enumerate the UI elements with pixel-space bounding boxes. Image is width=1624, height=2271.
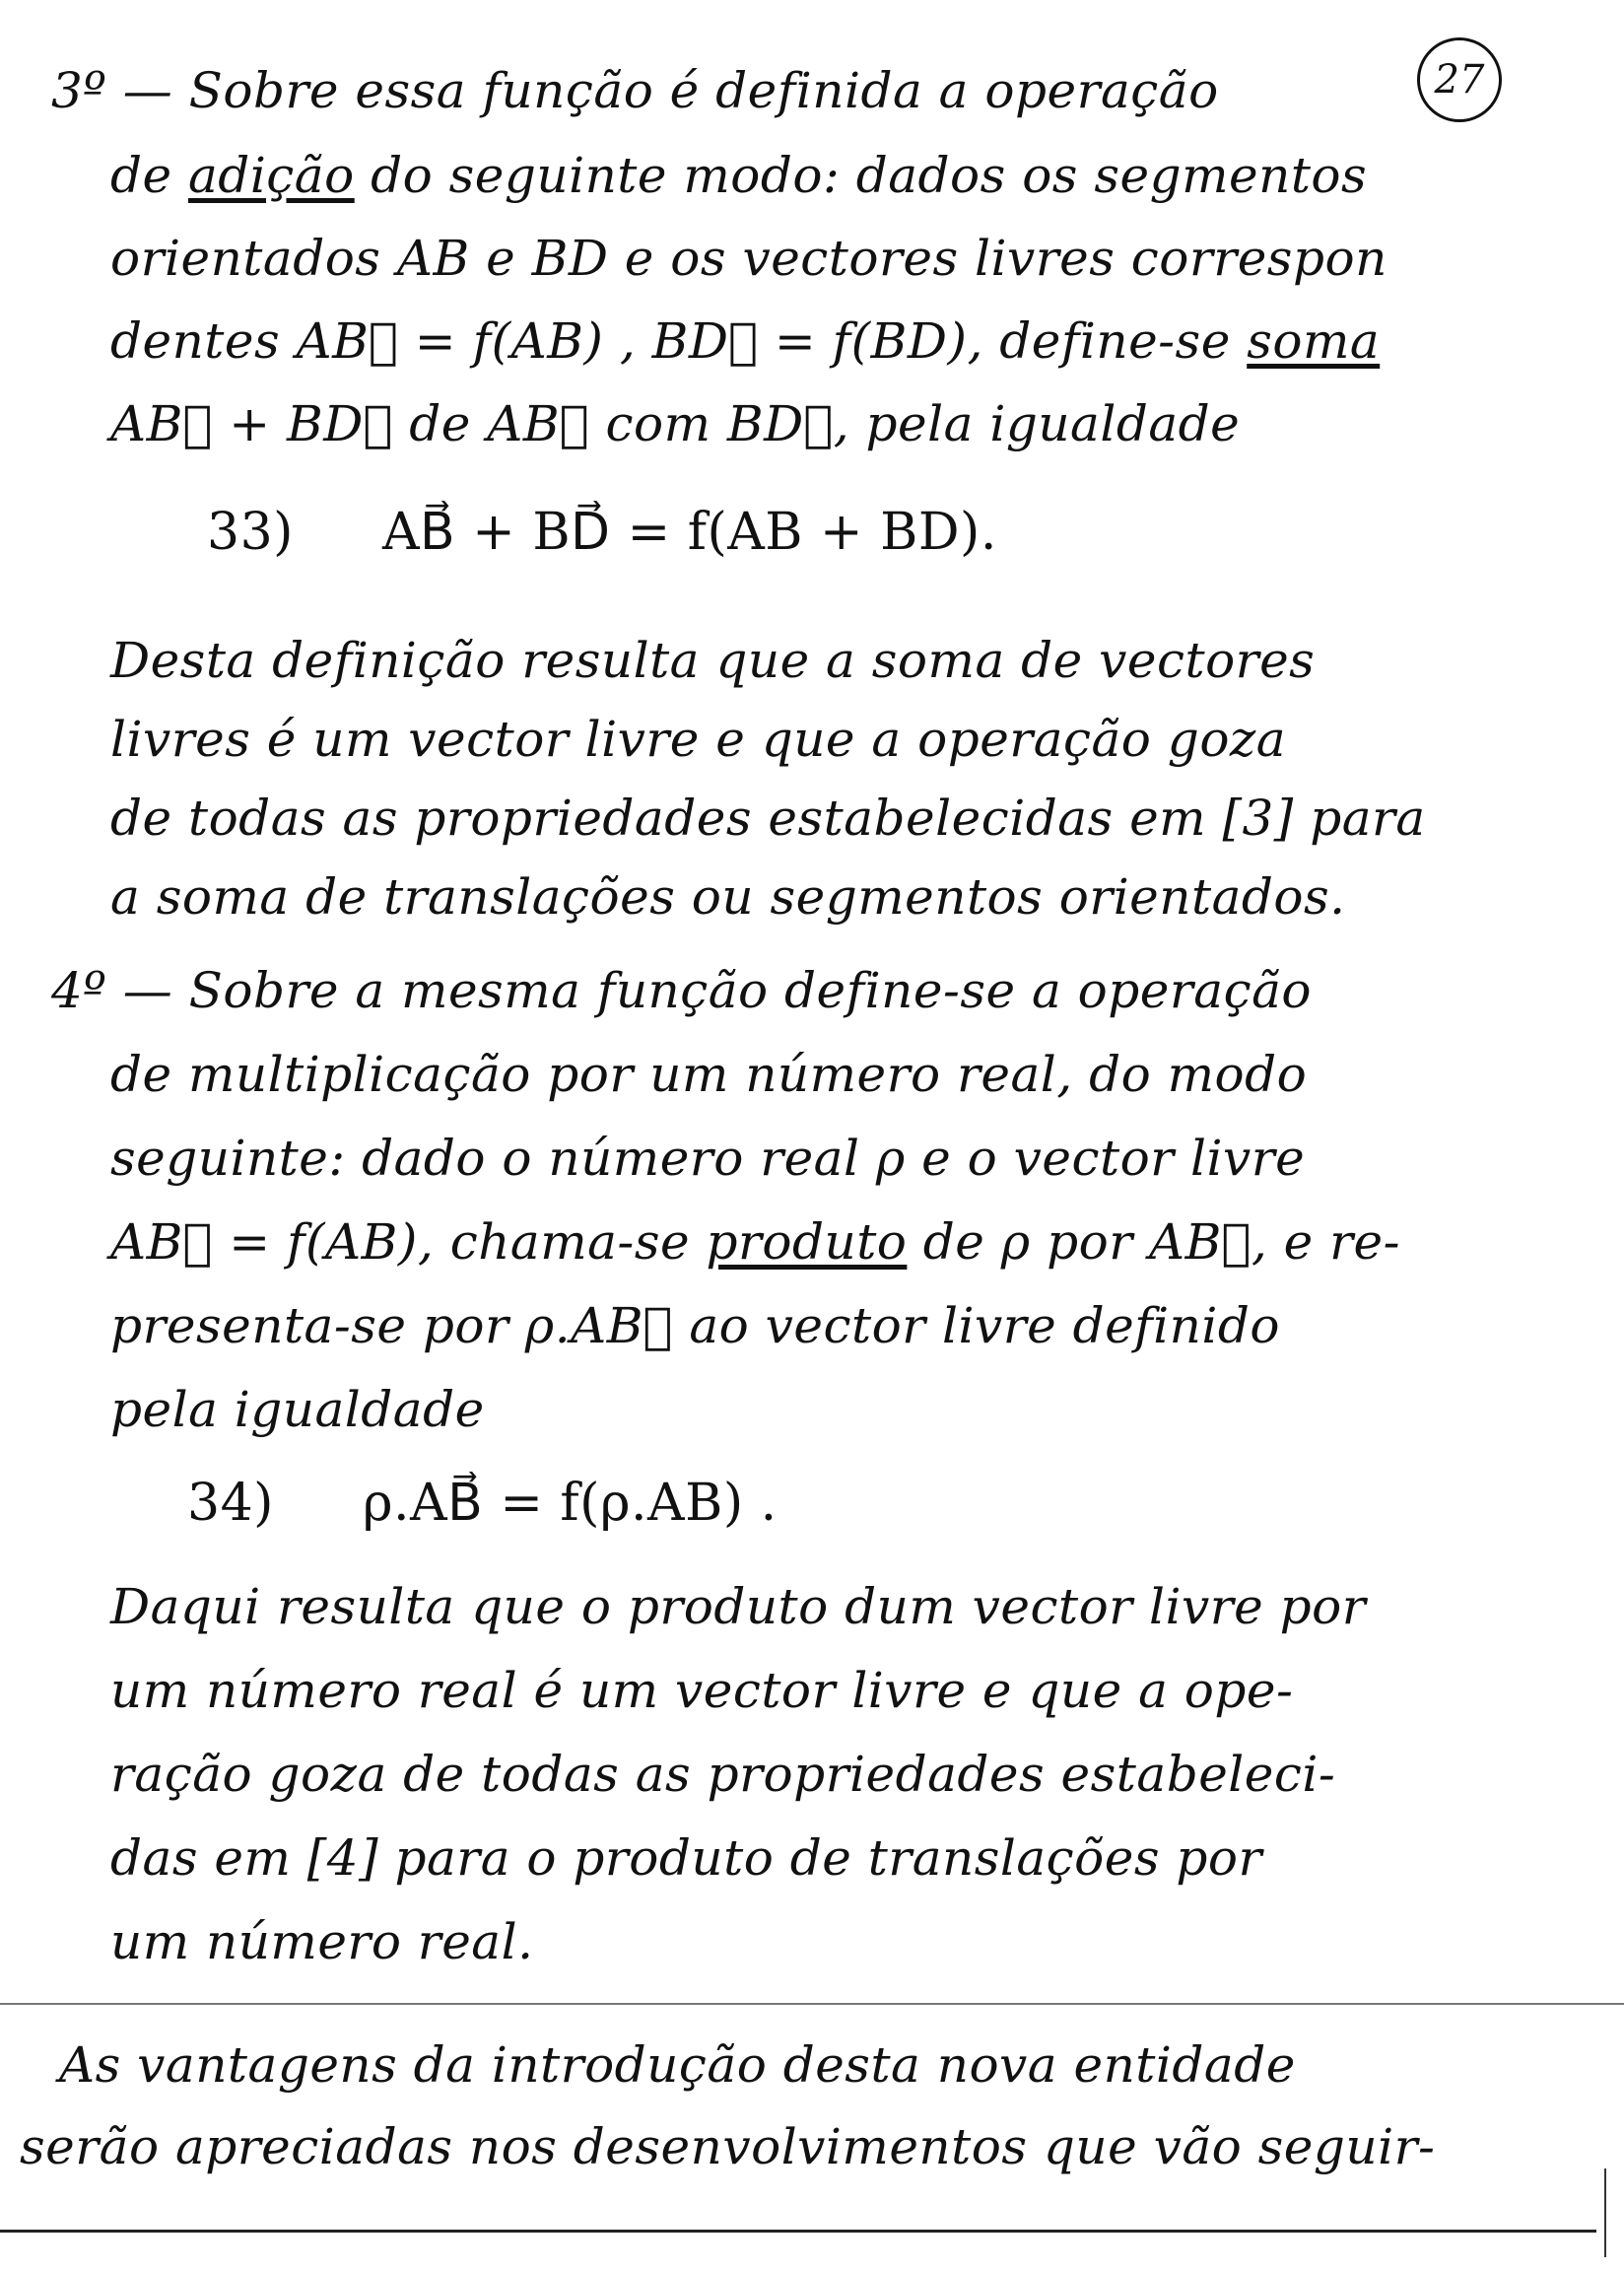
footer-line-1: As vantagens da introdução desta nova entidade (59, 2036, 1296, 2094)
item3-line-2: de adição do seguinte modo: dados os segmentos (110, 147, 1368, 204)
item3-after-line-2: livres é um vector livre e que a operação goza (110, 711, 1287, 768)
margin-tick (1604, 2168, 1606, 2257)
underlined-term: produto (706, 1213, 908, 1271)
section-divider (0, 2003, 1624, 2005)
footer-line-2: serão apreciadas nos desenvolvimentos que vão seguir- (20, 2118, 1436, 2175)
item3-after-line-3: de todas as propriedades estabelecidas em [3] para (110, 790, 1426, 847)
item4-line-4: AB⃗ = f(AB), chama-se produto de ρ por AB⃗, e re- (110, 1213, 1400, 1271)
equation-34-number: 34) (187, 1474, 274, 1533)
item4-after-line-4: das em [4] para o produto de translações por (110, 1829, 1262, 1887)
item4-line-1: 4º — Sobre a mesma função define-se a operação (51, 962, 1313, 1019)
item4-after-line-1: Daqui resulta que o produto dum vector livre por (110, 1578, 1367, 1635)
equation-34-formula: ρ.AB⃗ = f(ρ.AB) . (362, 1474, 778, 1533)
equation-34 (187, 1474, 778, 1533)
underlined-term: soma (1247, 312, 1381, 370)
equation-33-number: 33) (207, 503, 294, 562)
item3-line-5: AB⃗ + BD⃗ de AB⃗ com BD⃗, pela igualdade (110, 395, 1241, 452)
item3-line-4: dentes AB⃗ = f(AB) , BD⃗ = f(BD), define-se soma (110, 312, 1381, 370)
item4-line-2: de multiplicação por um número real, do modo (110, 1046, 1308, 1103)
bottom-rule (0, 2230, 1596, 2233)
item4-after-line-2: um número real é um vector livre e que a ope- (110, 1662, 1294, 1719)
item4-after-line-3: ração goza de todas as propriedades estabeleci- (110, 1746, 1336, 1803)
page-number: 27 (1417, 37, 1502, 122)
item4-line-6: pela igualdade (110, 1381, 485, 1438)
item3-after-line-1: Desta definição resulta que a soma de vectores (110, 632, 1316, 689)
equation-33 (207, 503, 997, 562)
item3-after-line-4: a soma de translações ou segmentos orientados. (110, 868, 1346, 926)
item3-line-1: 3º — Sobre essa função é definida a operação (51, 62, 1219, 119)
item4-line-5: presenta-se por ρ.AB⃗ ao vector livre definido (110, 1297, 1280, 1354)
item3-line-3: orientados AB e BD e os vectores livres correspon (110, 230, 1387, 287)
underlined-term: adição (188, 147, 355, 204)
equation-33-formula: AB⃗ + BD⃗ = f(AB + BD). (381, 503, 997, 562)
item4-after-line-5: um número real. (110, 1913, 534, 1970)
item4-line-3: seguinte: dado o número real ρ e o vector livre (110, 1130, 1306, 1187)
